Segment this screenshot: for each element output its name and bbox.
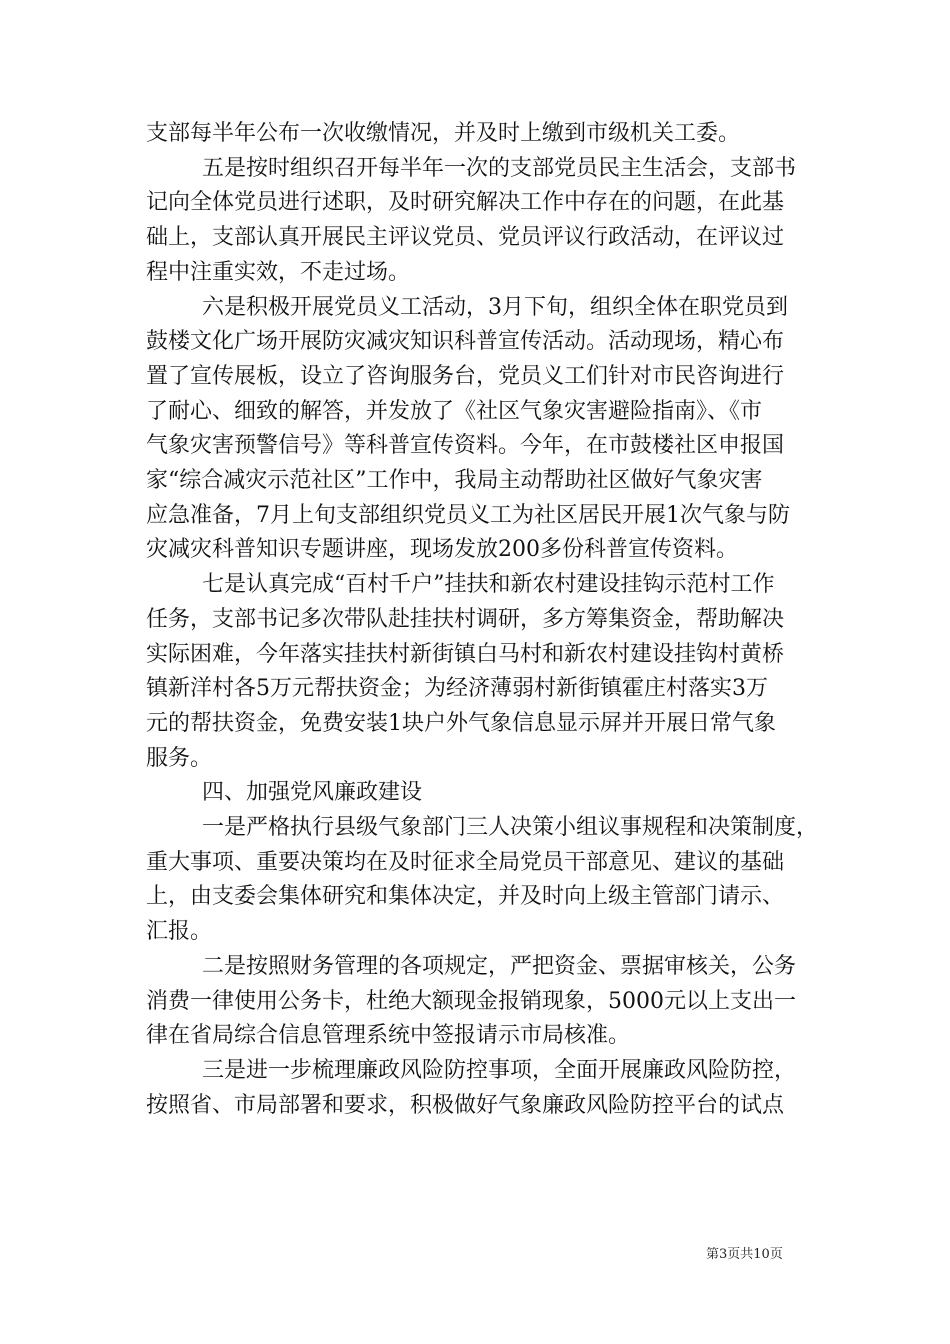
text-line: 按照省、市局部署和要求，积极做好气象廉政风险防控平台的试点 bbox=[146, 1092, 785, 1118]
text-line: 任务，支部书记多次带队赴挂扶村调研，多方筹集资金，帮助解决 bbox=[146, 606, 785, 632]
text-line: 实际困难，今年落实挂扶村新街镇白马村和新农村建设挂钩村黄桥 bbox=[146, 641, 785, 667]
paragraph-integrity-1 bbox=[146, 811, 818, 950]
text-line: 汇报。 bbox=[146, 919, 213, 945]
text-line: 上，由支委会集体研究和集体决定，并及时向上级主管部门请示、 bbox=[146, 884, 785, 910]
paragraph-integrity-3 bbox=[146, 1054, 818, 1123]
document-page bbox=[146, 117, 818, 1123]
section-heading bbox=[146, 776, 818, 811]
text-line: 二是按照财务管理的各项规定，严把资金、票据审核关，公务 bbox=[202, 953, 797, 979]
text-line: 程中注重实效，不走过场。 bbox=[146, 259, 411, 285]
text-line: 一是严格执行县级气象部门三人决策小组议事规程和决策制度， bbox=[202, 815, 819, 841]
text-line: 家“综合减灾示范社区”工作中，我局主动帮助社区做好气象灾害 bbox=[146, 468, 763, 494]
text-line: 灾减灾科普知识专题讲座，现场发放200多份科普宣传资料。 bbox=[146, 537, 738, 563]
section-heading-text: 四、加强党风廉政建设 bbox=[202, 780, 423, 806]
text-line: 服务。 bbox=[146, 745, 213, 771]
text-line: 消费一律使用公务卡，杜绝大额现金报销现象，5000元以上支出一 bbox=[146, 988, 796, 1014]
paragraph-continuation bbox=[146, 117, 818, 152]
paragraph-integrity-2 bbox=[146, 950, 818, 1054]
paragraph-6-volunteer-activities bbox=[146, 291, 818, 569]
text-line: 律在省局综合信息管理系统中签报请示市局核准。 bbox=[146, 1023, 631, 1049]
text-line: 了耐心、细致的解答，并发放了《社区气象灾害避险指南》、《市 bbox=[146, 398, 763, 424]
text-line: 鼓楼文化广场开展防灾减灾知识科普宣传活动。活动现场，精心布 bbox=[146, 329, 785, 355]
text-line: 七是认真完成“百村千户”挂扶和新农村建设挂钩示范村工作 bbox=[202, 572, 775, 598]
text-line: 气象灾害预警信号》等科普宣传资料。今年，在市鼓楼社区申报国 bbox=[146, 433, 785, 459]
text-line: 支部每半年公布一次收缴情况，并及时上缴到市级机关工委。 bbox=[146, 121, 741, 146]
text-line: 置了宣传展板，设立了咨询服务台，党员义工们针对市民咨询进行 bbox=[146, 363, 785, 389]
text-line: 础上，支部认真开展民主评议党员、党员评议行政活动，在评议过 bbox=[146, 225, 785, 251]
text-line: 记向全体党员进行述职，及时研究解决工作中存在的问题，在此基 bbox=[146, 190, 785, 216]
text-line: 六是积极开展党员义工活动，3月下旬，组织全体在职党员到 bbox=[202, 294, 788, 320]
text-line: 五是按时组织召开每半年一次的支部党员民主生活会，支部书 bbox=[202, 155, 797, 181]
text-line: 镇新洋村各5万元帮扶资金；为经济薄弱村新街镇霍庄村落实3万 bbox=[146, 676, 768, 702]
text-line: 重大事项、重要决策均在及时征求全局党员干部意见、建议的基础 bbox=[146, 849, 785, 875]
text-line: 元的帮扶资金，免费安装1块户外气象信息显示屏并开展日常气象 bbox=[146, 710, 776, 736]
text-line: 应急准备，7月上旬支部组织党员义工为社区居民开展1次气象与防 bbox=[146, 502, 790, 528]
page-number-footer: 第3页共10页 bbox=[706, 1247, 783, 1262]
paragraph-5-democratic-life bbox=[146, 152, 818, 291]
text-line: 三是进一步梳理廉政风险防控事项，全面开展廉政风险防控， bbox=[202, 1057, 797, 1083]
paragraph-7-village-support bbox=[146, 568, 818, 776]
